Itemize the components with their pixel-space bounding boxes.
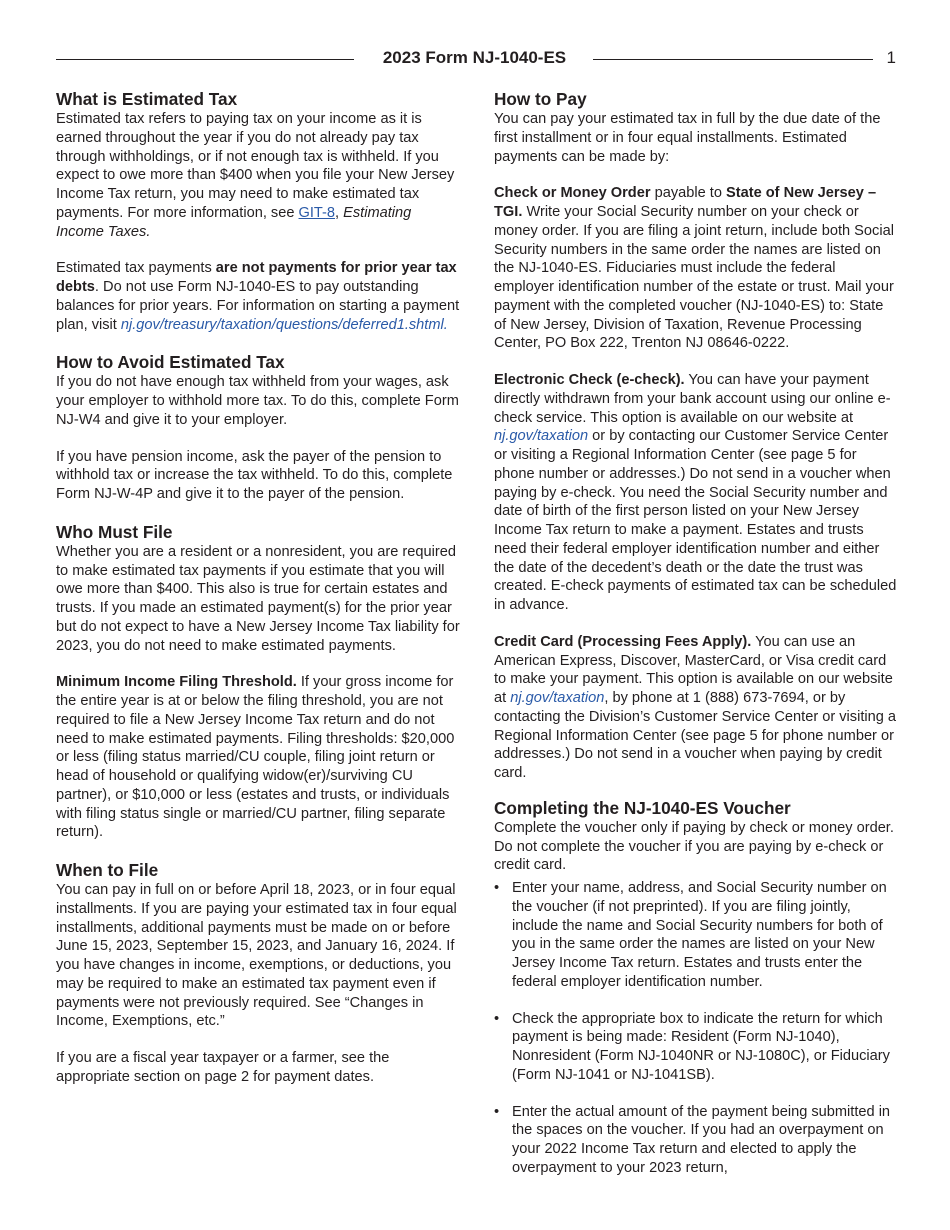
left-column — [56, 88, 460, 1087]
list-item: • Enter your name, address, and Social Security number on the voucher (if not preprinted). If you are filing jointly, include the name and Social Security numbers for both of you in the same order the names are listed on your New Jersey Income Tax return. Estates and trusts enter the federal employer identification number. — [494, 879, 898, 992]
heading-when-to-file: When to File — [56, 860, 159, 880]
list-item: • Check the appropriate box to indicate the return for which payment is being made: Resident (Form NJ-1040), Nonresident (Form NJ-1040NR or NJ-1080C), or Fiduciary (Form NJ-1041 or NJ-1041SB). — [494, 1010, 898, 1085]
section-when-to-file — [56, 859, 460, 1087]
heading-what-is-estimated-tax: What is Estimated Tax — [56, 89, 238, 109]
paragraph: If you have pension income, ask the payer of the pension to withhold tax or increase the tax withheld. To do this, complete Form NJ-W-4P and give it to the payer of the pension. — [56, 448, 453, 502]
heading-completing-voucher: Completing the NJ-1040-ES Voucher — [494, 797, 791, 818]
paragraph: If you do not have enough tax withheld from your wages, ask your employer to withhold more tax. To do this, complete Form NJ-W4 and give it to your employer. — [56, 374, 459, 428]
voucher-instructions-list — [494, 879, 898, 1178]
section-completing-voucher — [494, 797, 898, 1178]
paragraph: Estimated tax refers to paying tax on your income as it is earned throughout the year if you do not already pay tax through withholdings, or if not enough tax is withheld. If you expect to owe more than $400 when you file your New Jersey Income Tax return, you may need to make estimated tax payments. For more information, see GIT-8, Estimating Income Taxes. — [56, 111, 455, 240]
paragraph: Estimated tax payments are not payments for prior year tax debts. Do not use Form NJ-1040-ES to pay outstanding balances for prior years. For information on starting a payment plan, visit nj.gov/treasury/taxation/questions/deferred1.shtml. — [56, 260, 460, 333]
paragraph: Complete the voucher only if paying by check or money order. Do not complete the voucher if you are paying by e-check or credit card. — [494, 819, 894, 874]
nj-taxation-link[interactable]: nj.gov/taxation — [494, 428, 589, 445]
nj-taxation-link[interactable]: nj.gov/taxation — [510, 690, 605, 706]
paragraph-check-money-order: Check or Money Order payable to State of New Jersey – TGI. Write your Social Security number on your check or money order. If you are filing a joint return, include both Social Security numbers in the same order the names are listed on the NJ-1040-ES. Fiduciaries must include the federal employer identification number of the estate or trust. Mail your payment with the completed voucher (NJ-1040-ES) to: State of New Jersey, Division of Taxation, Revenue Processing Center, PO Box 222, Trenton NJ 08646-0222. — [494, 185, 894, 352]
paragraph-electronic-check: Electronic Check (e-check). You can have your payment directly withdrawn from your bank account using our online e-check service. This option is available on our website at nj.gov/taxation or by contacting our Customer Service Center or visiting a Regional Information Center (see page 5 for phone number or addresses.) Do not send in a voucher when paying by e-check. You need the Social Security number and date of birth of the first person listed on your New Jersey Income Tax return to make a payment. Estates and trusts need their federal employer identification number and either the date of the decedent’s death or the date the trust was created. E-check payments of estimated tax can be scheduled in advance. — [494, 372, 897, 613]
heading-who-must-file: Who Must File — [56, 521, 173, 542]
paragraph: You can pay your estimated tax in full by the due date of the first installment or in four equal installments. Estimated payments can be made by: — [494, 111, 881, 165]
paragraph: Minimum Income Filing Threshold. If your gross income for the entire year is at or below the filing threshold, you are not required to file a New Jersey Income Tax return and do not need to make estimated payments. Filing thresholds: $20,000 or less (filing status married/CU couple, filing joint return or head of household or qualifying widow(er)/surviving CU partner), or $10,000 or less (estates and trusts, or individuals with filing status single or married/CU partner, filing separate return). — [56, 674, 455, 841]
page-header — [56, 46, 896, 74]
page-number: 1 — [886, 48, 896, 67]
section-how-to-pay — [494, 88, 898, 783]
section-who-must-file — [56, 521, 460, 842]
form-title: 2023 Form NJ-1040-ES — [382, 48, 567, 67]
right-column — [494, 88, 898, 1178]
payment-plan-link[interactable]: nj.gov/treasury/taxation/questions/deferred1.shtml. — [120, 316, 448, 333]
publication-title: Estimating Income Taxes. — [56, 204, 412, 240]
header-rule-left — [56, 59, 354, 60]
paragraph: Whether you are a resident or a nonresident, you are required to make estimated tax payments if you estimate that you will owe more than $400. This also is true for certain estates and trusts. If you made an estimated payment(s) for the prior year but do not expect to have a New Jersey Income Tax liability for 2023, you do not need to make estimated payments. — [56, 543, 460, 654]
heading-how-to-pay: How to Pay — [494, 89, 587, 109]
paragraph: You can pay in full on or before April 18, 2023, or in four equal installments. If you are paying your estimated tax in four equal installments, additional payments must be made on or before June 15, 2023, September 15, 2023, and January 16, 2024. If you have changes in income, exemptions, or deductions, you may be required to make an estimated tax payment even if payments were not previously required. See “Changes in Income, Exemptions, etc.” — [56, 882, 457, 1030]
git-8-link[interactable]: GIT-8 — [298, 204, 336, 221]
header-rule-right — [593, 59, 873, 60]
section-how-to-avoid — [56, 351, 460, 504]
paragraph-credit-card: Credit Card (Processing Fees Apply). You can use an American Express, Discover, MasterCard, or Visa credit card to make your payment. This option is available on our website at nj.gov/taxation, by phone at 1 (888) 673-7694, or by contacting the Division’s Customer Service Center or visiting a Regional Information Center (see page 5 for phone number or addresses.) Do not send in a voucher when paying by credit card. — [494, 633, 897, 781]
list-item: • Enter the actual amount of the payment being submitted in the spaces on the voucher. If you had an overpayment on your 2022 Income Tax return and elected to apply the overpayment to your 2023 return, — [494, 1103, 898, 1178]
heading-how-to-avoid-estimated-tax: How to Avoid Estimated Tax — [56, 352, 285, 373]
paragraph: If you are a fiscal year taxpayer or a farmer, see the appropriate section on page 2 for payment dates. — [56, 1050, 390, 1085]
section-what-is-estimated-tax — [56, 88, 460, 334]
